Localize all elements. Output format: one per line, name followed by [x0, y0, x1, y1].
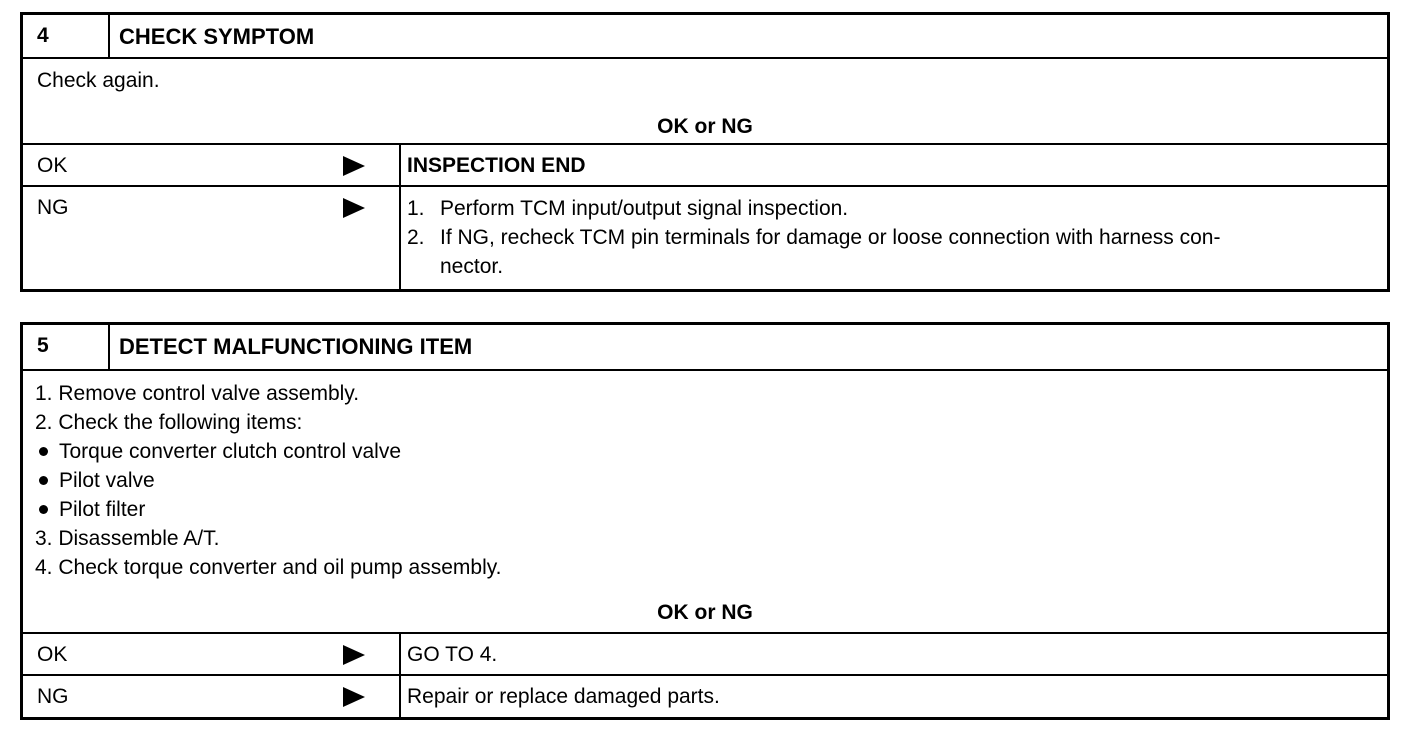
arrow-right-icon [343, 645, 365, 665]
list-item: 2. Check the following items: [35, 411, 303, 434]
ng-row [23, 185, 1387, 289]
step-5-block [20, 322, 1390, 720]
ok-label: OK [37, 154, 68, 177]
list-item: 1. Remove control valve assembly. [35, 382, 360, 405]
procedure-list [35, 379, 502, 582]
list-item: 1. Perform TCM input/output signal inspection. [407, 197, 849, 220]
arrow-right-icon [343, 198, 365, 218]
bullet-item: Pilot filter [35, 495, 502, 524]
step-title: DETECT MALFUNCTIONING ITEM [119, 334, 473, 359]
ok-result: INSPECTION END [407, 154, 586, 177]
bullet-item: Torque converter clutch control valve [35, 437, 502, 466]
step-4-body [23, 57, 1387, 143]
ng-row [23, 674, 1387, 717]
ng-cell [23, 676, 401, 717]
ng-label: NG [37, 685, 69, 708]
arrow-right-icon [343, 687, 365, 707]
step-number: 4 [23, 15, 110, 57]
list-item: nector. [440, 255, 504, 278]
ng-cell [23, 187, 401, 289]
ok-cell [23, 145, 401, 185]
ok-label: OK [37, 643, 68, 666]
ng-label: NG [37, 196, 69, 219]
ok-or-ng-label: OK or NG [657, 601, 753, 624]
step-title: CHECK SYMPTOM [119, 24, 315, 49]
step-4-block [20, 12, 1390, 292]
bullet-icon [39, 447, 48, 456]
ng-result: Repair or replace damaged parts. [407, 685, 720, 708]
ok-or-ng-label: OK or NG [657, 115, 753, 138]
list-item: 3. Disassemble A/T. [35, 527, 220, 550]
bullet-icon [39, 505, 48, 514]
ok-cell [23, 634, 401, 674]
list-item: 4. Check torque converter and oil pump assembly. [35, 556, 502, 579]
ok-result: GO TO 4. [407, 643, 498, 666]
ng-result [401, 187, 1387, 289]
bullet-item: Pilot valve [35, 466, 502, 495]
instruction-text: Check again. [37, 69, 160, 92]
arrow-right-icon [343, 156, 365, 176]
bullet-icon [39, 476, 48, 485]
step-5-body [23, 369, 1387, 632]
ok-row [23, 143, 1387, 185]
step-5-header [23, 325, 1387, 369]
list-item: 2. If NG, recheck TCM pin terminals for damage or loose connection with harness con- [407, 226, 1221, 249]
step-4-header [23, 15, 1387, 57]
step-number: 5 [23, 325, 110, 369]
ok-row [23, 632, 1387, 674]
